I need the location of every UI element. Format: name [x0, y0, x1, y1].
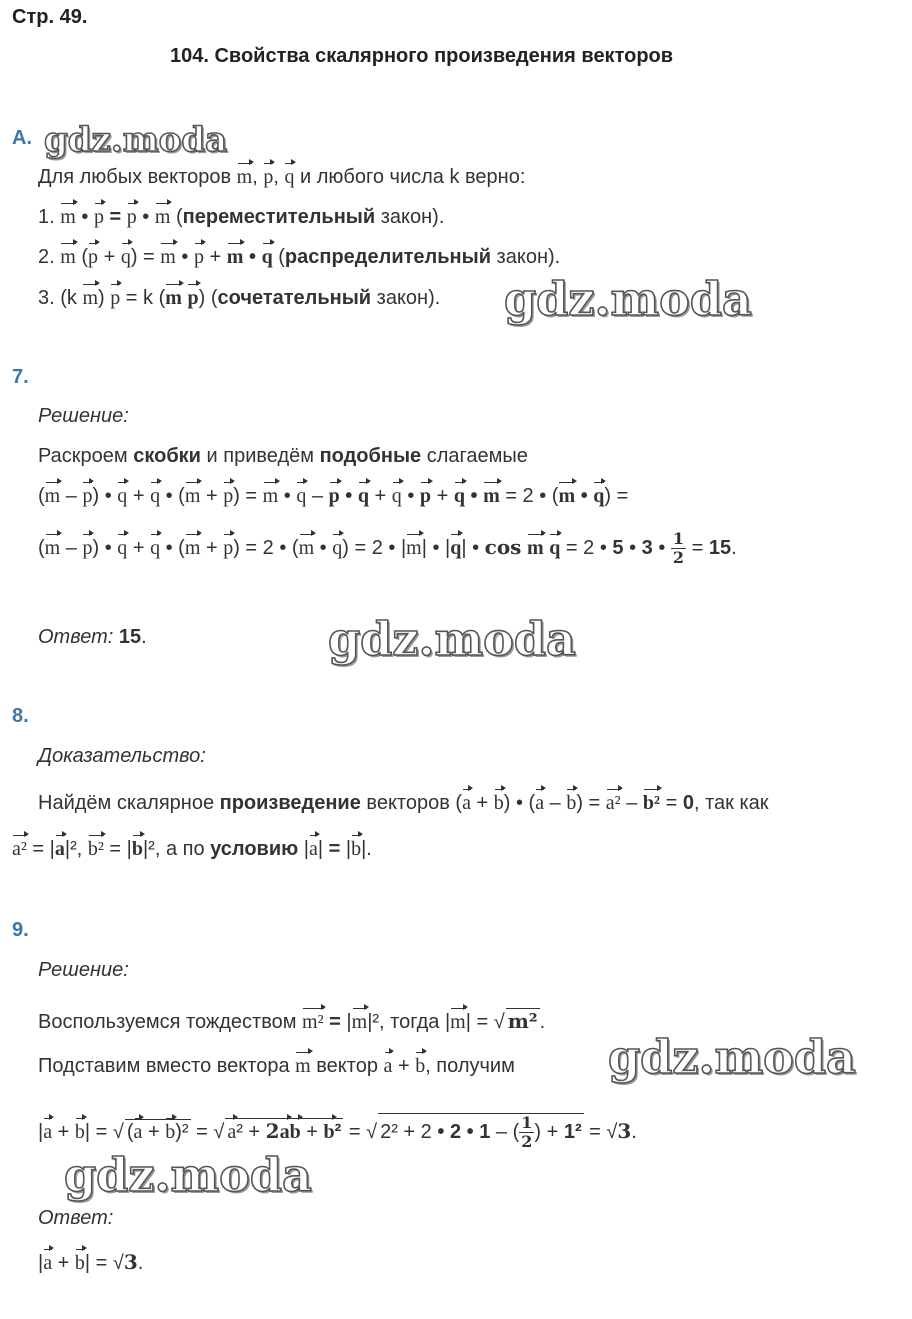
proof-label: Доказательство:: [38, 745, 206, 767]
section-7-equation-1: (m – p) • q + q • (m + p) = m • q – p • q + q • p + q • m = 2 • (m • q) =: [38, 485, 629, 507]
law-associative: 3. (k m) p = k (m p) (сочетательный закон).: [38, 287, 441, 309]
section-7-equation-2: (m – p) • q + q • (m + p) = 2 • (m • q) = 2 • |m| • |q| • cos m q = 2 • 5 • 3 • $\frac{1}{2}$ = 15.: [38, 529, 737, 567]
watermark: gdz.moda: [504, 272, 752, 326]
section-9-answer: |a + b| = √3.: [38, 1250, 144, 1274]
section-7-instruction: Раскроем скобки и приведём подобные слагаемые: [38, 445, 528, 467]
section-9-answer-label: Ответ:: [38, 1207, 114, 1229]
watermark: gdz.moda: [328, 612, 576, 666]
section-9-line-1: Воспользуемся тождеством m² = |m|², тогда |m| = √ m² .: [38, 1009, 546, 1033]
solution-label: Решение:: [38, 959, 129, 981]
watermark: gdz.moda: [608, 1030, 856, 1084]
section-a-intro: Для любых векторов m, p, q и любого числа k верно:: [38, 166, 526, 188]
section-8-line-1: Найдём скалярное произведение векторов (a + b) • (a – b) = a² – b² = 0, так как: [38, 792, 769, 814]
section-9-equation: |a + b| = √ (a + b)² = √ a² + 2ab + b² = √ 2² + 2 • 2 • 1 – ( $\frac{1}{2}$ ) + 1² = √3.: [38, 1113, 637, 1151]
law-commutative: 1. m • p = p • m (переместительный закон).: [38, 206, 445, 228]
page-title: 104. Свойства скалярного произведения векторов: [170, 45, 674, 67]
watermark: gdz.moda: [64, 1148, 312, 1202]
section-7-number: 7.: [12, 366, 29, 388]
section-8-number: 8.: [12, 705, 29, 727]
watermark: gdz.moda: [44, 120, 228, 160]
solution-label: Решение:: [38, 405, 129, 427]
law-distributive: 2. m (p + q) = m • p + m • q (распределительный закон).: [38, 246, 561, 268]
section-8-line-2: a² = |a|², b² = |b|², а по условию |a| = |b|.: [12, 838, 372, 860]
fraction-one-half: $\frac{1}{2}$: [672, 529, 685, 567]
section-7-answer: Ответ: 15.: [38, 626, 147, 648]
page-reference: Стр. 49.: [12, 6, 88, 28]
section-a-number: А.: [12, 127, 32, 149]
section-9-number: 9.: [12, 919, 29, 941]
section-9-line-2: Подставим вместо вектора m вектор a + b, получим: [38, 1055, 515, 1077]
